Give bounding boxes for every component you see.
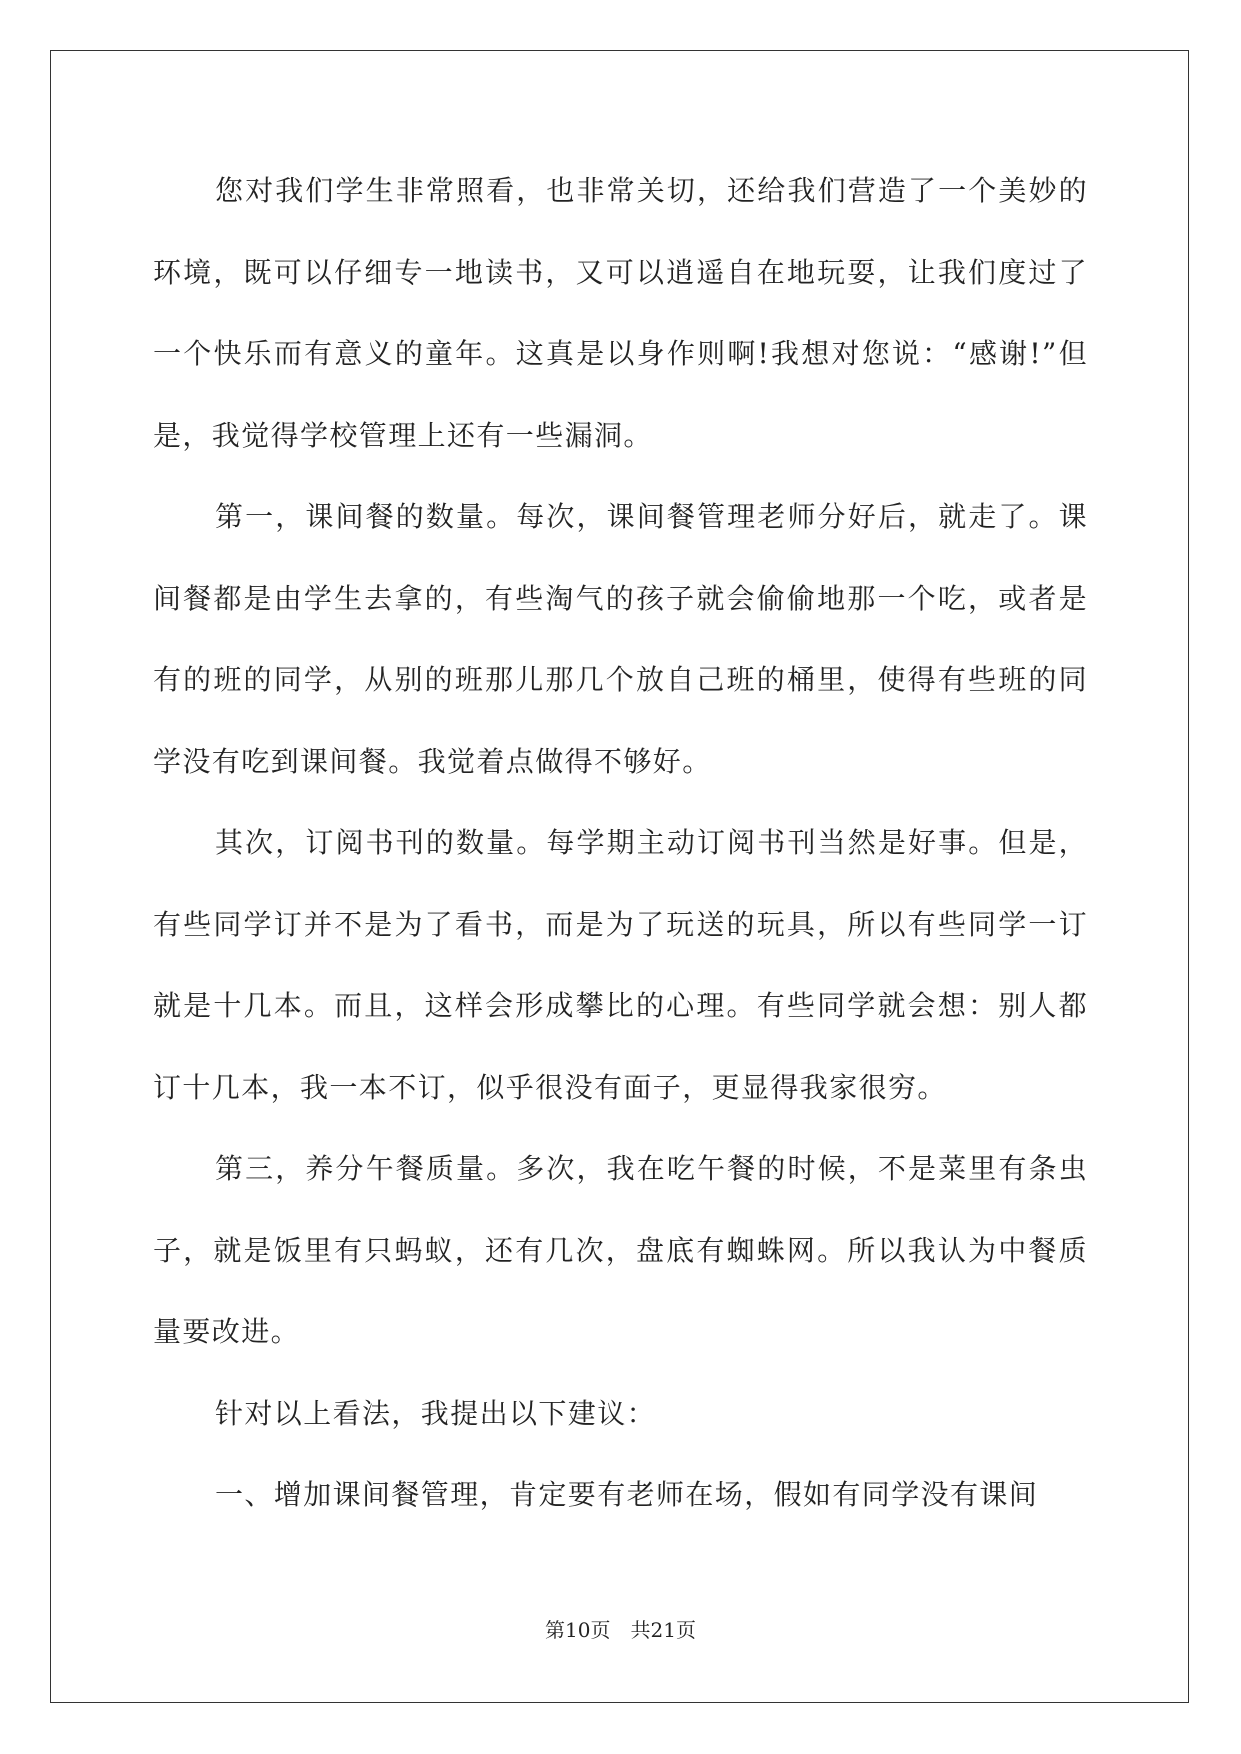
paragraph-5: 针对以上看法，我提出以下建议： bbox=[215, 1396, 657, 1430]
paragraph-1: 您对我们学生非常照看，也非常关切，还给我们营造了一个美妙的环境，既可以仔细专一地读书，又可以逍遥自在地玩耍，让我们度过了一个快乐而有意义的童年。这真是以身作则啊!我想对您说：“感谢!”但是，我觉得学校管理上还有一些漏洞。 bbox=[153, 174, 1088, 452]
page-number-footer: 第10页 共21页 bbox=[545, 1618, 696, 1642]
paragraph-4: 第三，养分午餐质量。多次，我在吃午餐的时候，不是菜里有条虫子，就是饭里有只蚂蚁，还有几次，盘底有蜘蛛网。所以我认为中餐质量要改进。 bbox=[153, 1152, 1088, 1348]
paragraph-3: 其次，订阅书刊的数量。每学期主动订阅书刊当然是好事。但是，有些同学订并不是为了看书，而是为了玩送的玩具，所以有些同学一订就是十几本。而且，这样会形成攀比的心理。有些同学就会想：别人都订十几本，我一本不订，似乎很没有面子，更显得我家很穷。 bbox=[153, 826, 1088, 1104]
paragraph-2: 第一，课间餐的数量。每次，课间餐管理老师分好后，就走了。课间餐都是由学生去拿的，有些淘气的孩子就会偷偷地那一个吃，或者是有的班的同学，从别的班那儿那几个放自己班的桶里，使得有些班的同学没有吃到课间餐。我觉着点做得不够好。 bbox=[153, 500, 1088, 778]
document-body bbox=[153, 150, 1088, 1536]
paragraph-6: 一、增加课间餐管理，肯定要有老师在场，假如有同学没有课间 bbox=[215, 1478, 1039, 1511]
